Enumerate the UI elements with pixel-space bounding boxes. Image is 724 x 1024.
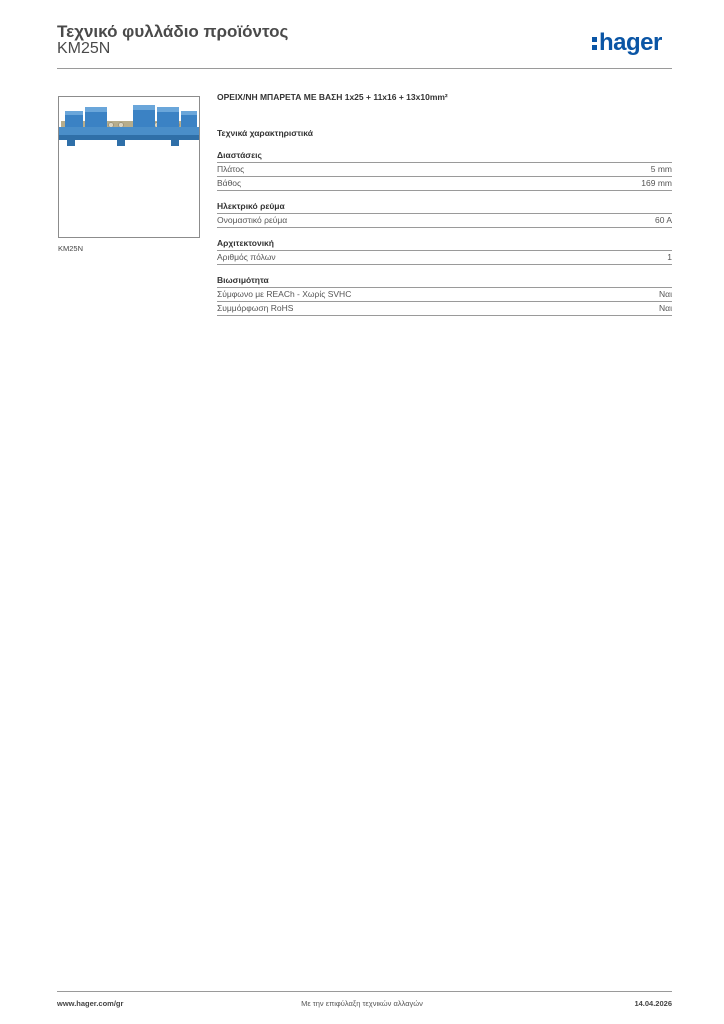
- terminal-bar-icon: [59, 97, 199, 237]
- product-title: ΟΡΕΙΧ/ΝΗ ΜΠΑΡΕΤΑ ΜΕ ΒΑΣΗ 1x25 + 11x16 + 13x10mm²: [217, 92, 448, 102]
- spec-value: 169 mm: [641, 178, 672, 188]
- spec-label: Συμμόρφωση RoHS: [217, 303, 294, 313]
- spec-value: Ναι: [659, 303, 672, 313]
- spec-row: [217, 288, 672, 302]
- section-heading: Τεχνικά χαρακτηριστικά: [217, 128, 313, 138]
- logo-colon-icon: [592, 34, 597, 53]
- spec-label: Αριθμός πόλων: [217, 252, 276, 262]
- spec-label: Ονομαστικό ρεύμα: [217, 215, 288, 225]
- spec-row: [217, 214, 672, 228]
- footer-website-link[interactable]: www.hager.com/gr: [57, 999, 124, 1008]
- spec-group-dimensions: [217, 150, 672, 191]
- spec-label: Βάθος: [217, 178, 242, 188]
- footer-divider: [57, 991, 672, 992]
- spec-label: Σύμφωνο με REACh - Χωρίς SVHC: [217, 289, 352, 299]
- spec-row: [217, 251, 672, 265]
- spec-value: 1: [667, 252, 672, 262]
- spec-value: 5 mm: [650, 164, 672, 174]
- spec-group-sustainability: [217, 275, 672, 316]
- spec-row: [217, 177, 672, 191]
- header-divider: [57, 68, 672, 69]
- spec-value: Ναι: [659, 289, 672, 299]
- group-title: Ηλεκτρικό ρεύμα: [217, 201, 672, 214]
- hager-logo: [592, 29, 662, 57]
- product-image: [58, 96, 200, 238]
- spec-group-electrical: [217, 201, 672, 228]
- spec-row: [217, 302, 672, 316]
- spec-group-architecture: [217, 238, 672, 265]
- spec-label: Πλάτος: [217, 164, 245, 174]
- product-code: KM25N: [57, 40, 111, 57]
- group-title: Βιωσιμότητα: [217, 275, 672, 288]
- group-title: Αρχιτεκτονική: [217, 238, 672, 251]
- page-title: Τεχνικό φυλλάδιο προϊόντος: [57, 22, 289, 41]
- footer-notice: Με την επιφύλαξη τεχνικών αλλαγών: [301, 999, 423, 1008]
- group-title: Διαστάσεις: [217, 150, 672, 163]
- image-caption: KM25N: [58, 244, 84, 253]
- footer-date: 14.04.2026: [634, 999, 672, 1008]
- logo-text: hager: [599, 29, 662, 56]
- spec-content: [217, 92, 672, 326]
- spec-value: 60 A: [654, 215, 672, 225]
- spec-row: [217, 163, 672, 177]
